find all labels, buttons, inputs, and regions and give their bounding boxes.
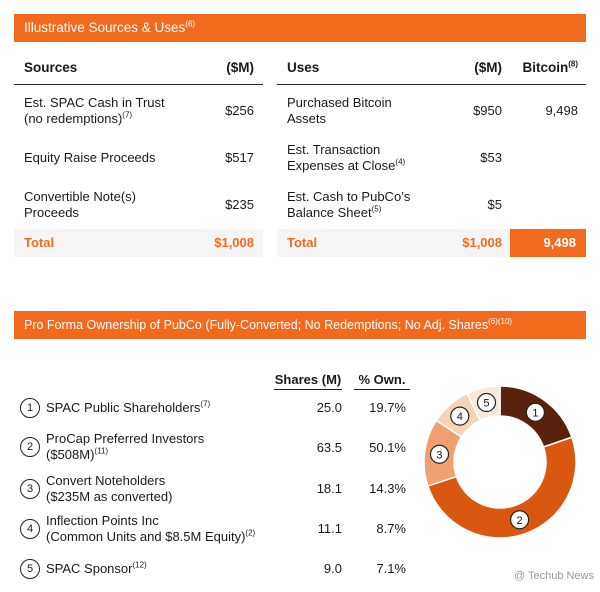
- use-row-2-line2: Expenses at Close: [287, 158, 396, 173]
- bitcoin-header-note: (8): [568, 59, 578, 69]
- row-3-pct: 14.3%: [369, 481, 406, 496]
- use-row-1-value: $950: [473, 103, 502, 118]
- use-row-3-line1: Est. Cash to PubCo’s: [287, 189, 411, 204]
- source-row-3-line2: Proceeds: [24, 205, 79, 220]
- source-row-3-line1: Convertible Note(s): [24, 189, 136, 204]
- use-row-2-note: (4): [395, 157, 406, 167]
- uses-header: Uses: [287, 60, 320, 75]
- own-header: % Own.: [354, 372, 410, 390]
- use-row-3-note: (5): [371, 204, 382, 214]
- source-row-1-line1: Est. SPAC Cash in Trust: [24, 95, 165, 110]
- row-3-line1: Convert Noteholders: [46, 473, 166, 488]
- row-5-line1: SPAC Sponsor: [46, 561, 133, 576]
- sources-divider: [14, 84, 263, 85]
- watermark: @ Techub News: [513, 570, 594, 582]
- bitcoin-header-label: Bitcoin: [522, 60, 569, 75]
- use-row-3-line2: Balance Sheet: [287, 205, 372, 220]
- donut-label-1: 1: [532, 407, 539, 420]
- donut-label-5: 5: [483, 397, 490, 410]
- sources-total-label: Total: [24, 235, 55, 250]
- source-row-1-label: [24, 95, 165, 127]
- row-5-number-badge: 5: [20, 559, 40, 579]
- row-4-line2: (Common Units and $8.5M Equity): [46, 529, 246, 544]
- donut-label-4: 4: [456, 411, 463, 424]
- row-4-label: [46, 513, 255, 545]
- source-row-2-value: $517: [225, 150, 254, 165]
- uses-total-value: $1,008: [462, 235, 502, 250]
- use-row-1-line1: Purchased Bitcoin: [287, 95, 392, 110]
- row-4-number-badge: 4: [20, 519, 40, 539]
- row-2-number-badge: 2: [20, 437, 40, 457]
- uses-total-label: Total: [287, 235, 318, 250]
- row-1-label: [46, 400, 210, 416]
- row-5-label: [46, 561, 147, 577]
- sources-header: Sources: [24, 60, 78, 75]
- row-1-line1: SPAC Public Shareholders: [46, 400, 201, 415]
- source-row-1-line2: (no redemptions): [24, 111, 123, 126]
- use-row-2-label: [287, 142, 405, 174]
- row-2-line1: ProCap Preferred Investors: [46, 431, 205, 446]
- sources-unit: ($M): [226, 60, 254, 75]
- use-row-1-line2: Assets: [287, 111, 327, 126]
- row-4-note: (2): [245, 528, 256, 538]
- ownership-donut-chart: [420, 382, 580, 542]
- row-2-pct: 50.1%: [369, 440, 406, 455]
- use-row-1-bitcoin: 9,498: [545, 103, 578, 118]
- ownership-banner: [14, 311, 586, 339]
- ownership-title-note: (6)(10): [488, 316, 513, 326]
- sources-uses-title-note: (6): [185, 19, 196, 29]
- source-row-1-note: (7): [122, 110, 133, 120]
- use-row-3-value: $5: [487, 197, 502, 212]
- row-3-number-badge: 3: [20, 479, 40, 499]
- row-2-label: [46, 431, 204, 463]
- row-2-note: (11): [94, 446, 109, 456]
- source-row-2-label: Equity Raise Proceeds: [24, 150, 156, 165]
- row-3-line2: ($235M as converted): [46, 489, 173, 504]
- row-1-number-badge: 1: [20, 398, 40, 418]
- source-row-3-value: $235: [225, 197, 254, 212]
- sources-uses-banner: [14, 14, 586, 42]
- use-row-2-line1: Est. Transaction: [287, 142, 381, 157]
- sources-uses-title: Illustrative Sources & Uses: [24, 20, 186, 35]
- row-1-note: (7): [200, 399, 211, 409]
- row-4-shares: 11.1: [317, 521, 342, 536]
- row-5-shares: 9.0: [323, 561, 342, 576]
- use-row-2-value: $53: [480, 150, 502, 165]
- donut-label-2: 2: [516, 514, 523, 527]
- row-5-pct: 7.1%: [376, 561, 406, 576]
- bitcoin-total: 9,498: [510, 229, 586, 257]
- uses-unit: ($M): [474, 60, 502, 75]
- source-row-1-value: $256: [225, 103, 254, 118]
- row-3-label: [46, 473, 172, 505]
- row-2-shares: 63.5: [316, 440, 342, 455]
- sources-total-value: $1,008: [214, 235, 254, 250]
- bitcoin-header: [520, 60, 578, 75]
- row-2-line2: ($508M): [46, 447, 95, 462]
- row-1-shares: 25.0: [316, 400, 342, 415]
- donut-label-3: 3: [436, 449, 443, 462]
- ownership-title: Pro Forma Ownership of PubCo (Fully-Converted; No Redemptions; No Adj. Shares: [24, 318, 489, 332]
- row-1-pct: 19.7%: [369, 400, 406, 415]
- use-row-3-label: [287, 189, 410, 221]
- row-4-line1: Inflection Points Inc: [46, 513, 159, 528]
- shares-header: Shares (M): [274, 372, 342, 390]
- use-row-1-label: [287, 95, 392, 127]
- row-5-note: (12): [132, 560, 147, 570]
- source-row-3-label: [24, 189, 136, 221]
- row-4-pct: 8.7%: [376, 521, 406, 536]
- row-3-shares: 18.1: [316, 481, 342, 496]
- uses-divider: [277, 84, 586, 85]
